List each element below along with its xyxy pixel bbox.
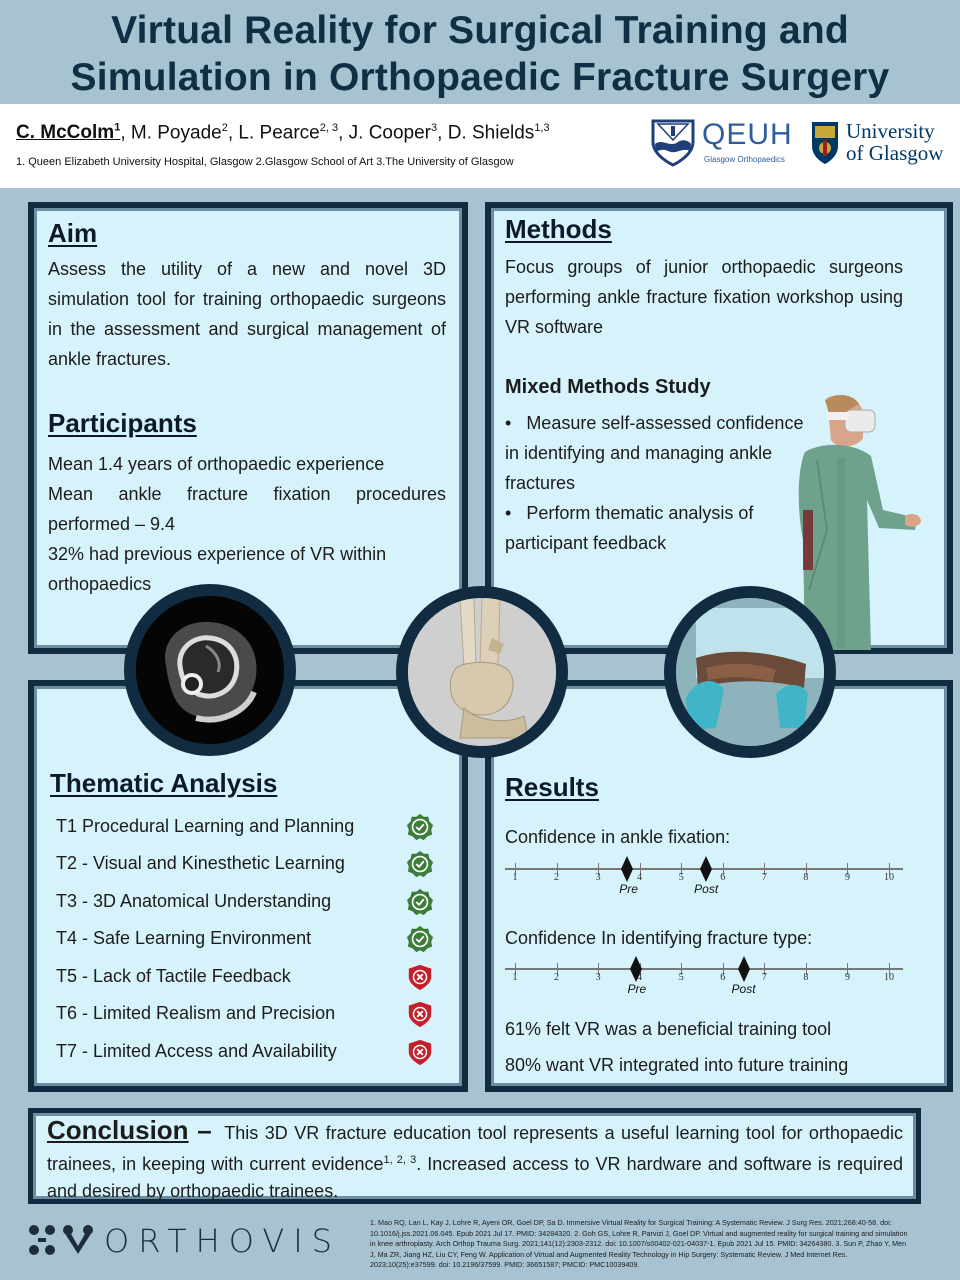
- theme-item: T5 - Lack of Tactile Feedback: [56, 966, 291, 986]
- scale-tick-label: 4: [637, 972, 643, 983]
- participants-line2: Mean ankle fracture fixation procedures performed – 9.4: [48, 484, 446, 534]
- scale-tick-label: 3: [595, 872, 601, 883]
- scale-tick-label: 10: [884, 872, 894, 883]
- scale-tick-label: 9: [844, 872, 850, 883]
- scale-tick-label: 3: [595, 972, 601, 983]
- methods-heading: Methods: [505, 214, 612, 244]
- scale-marker-post: [700, 856, 712, 882]
- theme-item: T7 - Limited Access and Availability: [56, 1041, 337, 1061]
- scale-axis: [505, 968, 903, 970]
- scale-tick-label: 6: [720, 872, 726, 883]
- scale1-label: Confidence in ankle fixation:: [505, 827, 731, 847]
- aim-heading: Aim: [48, 218, 98, 248]
- scale-marker-post: [738, 956, 750, 982]
- poster-title: Virtual Reality for Surgical Training and Simulation in Orthopaedic Fracture Surgery: [70, 9, 890, 99]
- theme-item: T1 Procedural Learning and Planning: [56, 816, 355, 836]
- results-heading: Results: [505, 772, 599, 802]
- theme-item: T6 - Limited Realism and Precision: [56, 1003, 336, 1023]
- scale-tick-label: 2: [554, 972, 560, 983]
- x-shield-icon: [406, 962, 434, 992]
- scale-tick-label: 2: [554, 872, 560, 883]
- methods-panel: [485, 202, 953, 654]
- aim-text: Assess the utility of a new and novel 3D simulation tool for training orthopaedic surgeons in the assessment and surgical management of ankle fractures.: [48, 259, 446, 369]
- scale-tick-label: 7: [761, 972, 767, 983]
- mixed-methods-subheading: Mixed Methods Study: [505, 376, 711, 398]
- qeuh-subtitle: Glasgow Orthopaedics: [704, 155, 785, 164]
- theme-item: T4 - Safe Learning Environment: [56, 928, 312, 948]
- confidence-identification-scale: [505, 956, 903, 996]
- scale-marker-pre: [621, 856, 633, 882]
- methods-bullet-2: • Perform thematic analysis of participant feedback: [505, 503, 754, 553]
- references: 1. Mao RQ, Lan L, Kay J, Lohre R, Ayeni OR, Goel DP, Sa D. Immersive Virtual Reality for Surgical Training: A Systematic Review. J Surg Res. 2021;268:40-58. doi: 10.1016/j.jss.2021.06.045. Epub 2021 Jul 17. PMID: 34284320. 2. Goh GS, Lohre R, Parvizi J, Goel DP. Virtual and augmented reality for surgical training and simulation in knee arthroplasty. Arch Orthop Trauma Surg. 2021;141(12):2303-2312. doi: 10.1007/s00402-021-04037-1. Epub 2021 Jul 15. PMID: 34264380. 3. Sun P, Zhao Y, Men J, Ma ZR, Jiang HZ, Liu CY, Feng W. Application of Virtual and Augmented Reality Technology in Hip Surgery: Systematic Review. J Med Internet Res. 2023;10(25):e37599. doi: 10.2196/37599. PMID: 36651587; PMCID: PMC10039409.: [370, 1218, 908, 1269]
- scale-tick-label: 8: [803, 972, 809, 983]
- scale-tick-label: 5: [678, 872, 684, 883]
- qeuh-wordmark: QEUH: [702, 118, 793, 151]
- uog-wordmark-line2: of Glasgow: [846, 141, 944, 165]
- scale-marker-label: Pre: [619, 882, 638, 896]
- methods-bullet-1: • Measure self-assessed confidence in identifying and managing ankle fractures: [505, 413, 804, 493]
- vr-hands-image: [664, 586, 836, 758]
- scale-marker-label: Pre: [627, 982, 647, 996]
- scale-tick-label: 4: [637, 872, 643, 883]
- participants-line3: 32% had previous experience of VR within orthopaedics: [48, 544, 387, 594]
- participants-line1: Mean 1.4 years of orthopaedic experience: [48, 454, 385, 474]
- scale-marker-label: Post: [731, 982, 756, 996]
- conclusion-text: Conclusion – This 3D VR fracture education tool represents a useful learning tool for orthopaedic trainees, in keeping with current evidence$^{1, 2, 3}$. Increased access to VR hardware and software is required and desired by orthopaedic trainees.: [47, 1115, 903, 1201]
- qeuh-shield-icon: [650, 118, 696, 168]
- scale-tick-label: 1: [512, 972, 518, 983]
- scale-tick-label: 1: [512, 872, 518, 883]
- conclusion-panel: [28, 1108, 921, 1204]
- result-stat-1: 61% felt VR was a beneficial training tool: [505, 1019, 832, 1039]
- ct-scan-image: [124, 584, 296, 756]
- vr-hands-graphic: [676, 598, 824, 746]
- uog-wordmark-line1: University: [846, 119, 935, 143]
- x-shield-icon: [406, 1037, 434, 1067]
- scale-tick-label: 6: [720, 972, 726, 983]
- theme-item: T2 - Visual and Kinesthetic Learning: [56, 853, 345, 873]
- aim-panel: [28, 202, 468, 654]
- scale-marker-pre: [630, 956, 642, 982]
- author-list: C. McColm$^1$, M. Poyade$^2$, L. Pearce$^{2, 3}$, J. Cooper$^3$, D. Shields$^{1,3}$: [16, 122, 550, 144]
- check-badge-icon: [406, 887, 434, 917]
- x-shield-icon: [406, 999, 434, 1029]
- ct-scan-graphic: [136, 596, 284, 744]
- title-band: [0, 0, 960, 104]
- thematic-heading: Thematic Analysis: [50, 768, 278, 798]
- ankle-3d-model-image: [396, 586, 568, 758]
- confidence-fixation-scale: [505, 856, 903, 896]
- scale-tick-label: 8: [803, 872, 809, 883]
- scale-tick-label: 7: [761, 872, 767, 883]
- scale-tick-label: 10: [884, 972, 894, 983]
- affiliations: 1. Queen Elizabeth University Hospital, Glasgow 2.Glasgow School of Art 3.The University of Glasgow: [16, 156, 514, 168]
- ankle-model-graphic: [408, 598, 556, 746]
- uog-crest-icon: [810, 120, 840, 166]
- qeuh-logo: [650, 118, 800, 170]
- check-badge-icon: [406, 812, 434, 842]
- theme-item: T3 - 3D Anatomical Understanding: [56, 891, 332, 911]
- orthovis-logo: [28, 1222, 348, 1262]
- conclusion-heading: Conclusion: [47, 1115, 189, 1145]
- scale-marker-label: Post: [694, 882, 719, 896]
- result-stat-2: 80% want VR integrated into future training: [505, 1055, 849, 1075]
- scale-tick-label: 5: [678, 972, 684, 983]
- methods-text: Focus groups of junior orthopaedic surgeons performing ankle fracture fixation workshop using VR software: [505, 257, 903, 337]
- orthovis-wordmark: ORTHOVIS: [104, 1222, 341, 1260]
- scale2-label: Confidence In identifying fracture type:: [505, 928, 813, 948]
- uog-logo: [810, 120, 955, 170]
- scale-tick-label: 9: [844, 972, 850, 983]
- participants-heading: Participants: [48, 408, 197, 438]
- check-badge-icon: [406, 924, 434, 954]
- check-badge-icon: [406, 849, 434, 879]
- orthovis-mark-icon: [28, 1224, 94, 1258]
